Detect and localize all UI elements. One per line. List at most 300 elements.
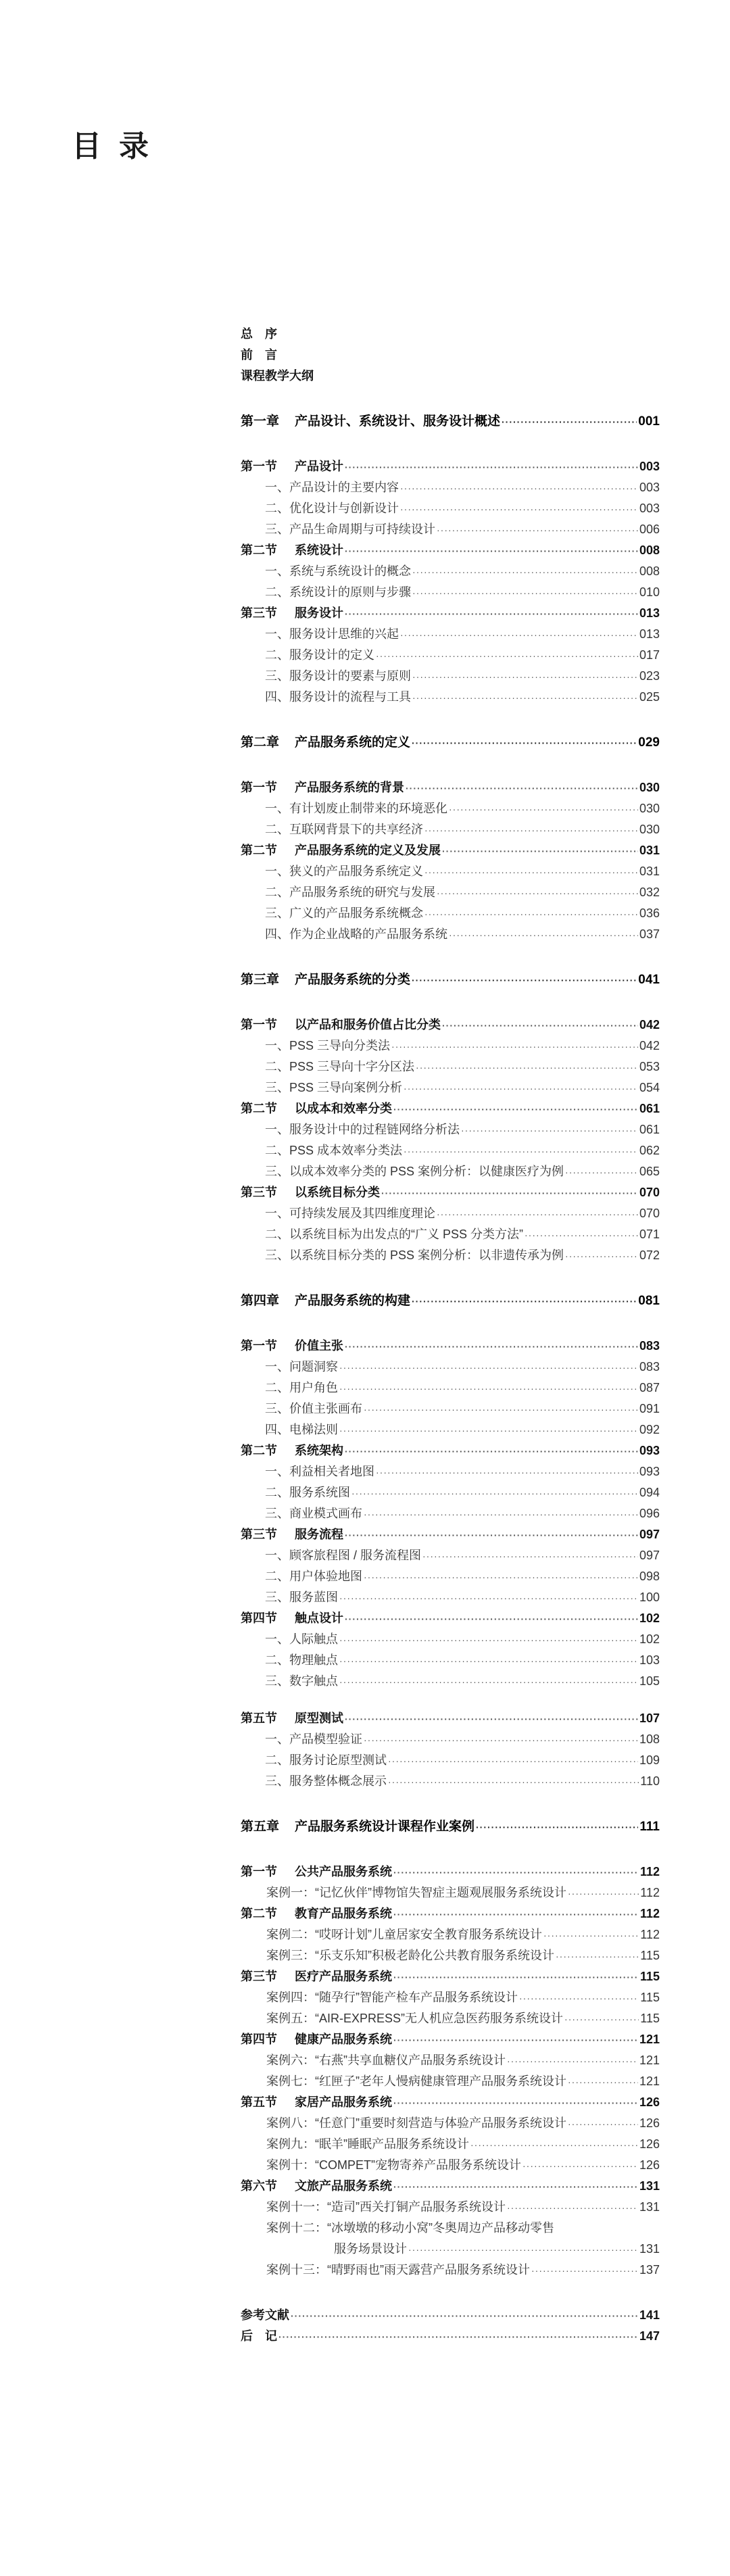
toc-section-label bbox=[241, 603, 343, 624]
toc-section-title: 产品设计 bbox=[295, 460, 343, 473]
leader-dots bbox=[565, 1246, 638, 1266]
toc-section-number: 第二节 bbox=[241, 543, 277, 557]
leader-dots bbox=[339, 1378, 638, 1399]
leader-dots bbox=[339, 1651, 638, 1671]
toc-section-label bbox=[241, 1336, 343, 1357]
toc-item-title: 三、服务整体概念展示 bbox=[265, 1774, 387, 1788]
leader-dots bbox=[412, 733, 637, 753]
toc-chapter-title: 产品服务系统设计课程作业案例 bbox=[295, 1820, 475, 1834]
toc-section-title: 以产品和服务价值占比分类 bbox=[295, 1018, 441, 1031]
toc-section[interactable] bbox=[241, 2029, 660, 2050]
toc-item-title: 三、价值主张画布 bbox=[265, 1402, 362, 1415]
toc-item[interactable] bbox=[241, 1650, 660, 1671]
toc-page-number: 098 bbox=[639, 1570, 660, 1583]
toc-section-label bbox=[241, 1903, 392, 1924]
toc-section[interactable] bbox=[241, 1708, 660, 1729]
toc-case-item[interactable] bbox=[241, 2008, 660, 2029]
leader-dots bbox=[364, 1504, 638, 1524]
toc-page-number: 008 bbox=[639, 543, 660, 557]
toc-item-title: 四、服务设计的流程与工具 bbox=[265, 690, 411, 704]
toc-item-title: 一、服务设计思维的兴起 bbox=[265, 627, 399, 641]
toc-item[interactable] bbox=[241, 1419, 660, 1440]
toc-chapter-title: 产品设计、系统设计、服务设计概述 bbox=[295, 414, 501, 429]
leader-dots bbox=[531, 2260, 638, 2281]
spacer bbox=[241, 990, 660, 1015]
toc-item[interactable] bbox=[241, 561, 660, 582]
toc-item[interactable] bbox=[241, 924, 660, 945]
toc-item[interactable] bbox=[241, 819, 660, 840]
toc-page-number: 105 bbox=[639, 1674, 660, 1688]
toc-section-number: 第一节 bbox=[241, 460, 277, 473]
toc-chapter-title: 产品服务系统的分类 bbox=[295, 973, 411, 987]
toc-item-title: 案例八：“任意门”重要时刻营造与体验产品服务系统设计 bbox=[266, 2116, 566, 2130]
toc-page-number: 100 bbox=[639, 1590, 660, 1604]
leader-dots bbox=[437, 1204, 638, 1224]
toc-section-title: 产品服务系统的定义及发展 bbox=[295, 844, 441, 857]
leader-dots bbox=[400, 499, 638, 519]
toc-section-label bbox=[241, 2029, 392, 2050]
toc-section[interactable] bbox=[241, 1608, 660, 1629]
toc-section-number: 第二节 bbox=[241, 844, 277, 857]
toc-chapter-number: 第二章 bbox=[241, 735, 280, 750]
leader-dots bbox=[507, 2197, 638, 2218]
spacer bbox=[241, 432, 660, 456]
toc-item-title: 案例十三：“晴野雨也”雨天露营产品服务系统设计 bbox=[266, 2263, 530, 2277]
toc-item-title: 二、优化设计与创新设计 bbox=[265, 502, 399, 515]
toc-item[interactable] bbox=[241, 1545, 660, 1566]
toc-section-title: 系统设计 bbox=[295, 543, 343, 557]
leader-dots bbox=[442, 841, 638, 861]
leader-dots bbox=[339, 1588, 638, 1608]
toc-section-number: 第四节 bbox=[241, 2033, 277, 2046]
toc-item[interactable] bbox=[241, 645, 660, 666]
toc-page-number: 003 bbox=[639, 460, 660, 473]
toc-item[interactable] bbox=[241, 477, 660, 498]
toc-section-number: 第三节 bbox=[241, 1186, 277, 1199]
toc-page-number: 131 bbox=[639, 2179, 660, 2193]
toc-chapter-number: 第三章 bbox=[241, 973, 280, 987]
leader-dots bbox=[291, 2306, 638, 2326]
toc-item[interactable] bbox=[241, 1140, 660, 1161]
leader-dots bbox=[400, 625, 638, 645]
toc-item-title: 案例三：“乐支乐知”积极老龄化公共教育服务系统设计 bbox=[266, 1949, 554, 1962]
toc-item[interactable] bbox=[241, 1750, 660, 1771]
toc-item-title: 案例五：“AIR-EXPRESS”无人机应急医药服务系统设计 bbox=[266, 2012, 564, 2025]
leader-dots bbox=[345, 1336, 638, 1357]
toc-section-label bbox=[241, 1015, 441, 1036]
toc-page-number: 083 bbox=[639, 1339, 660, 1353]
spacer bbox=[241, 1692, 660, 1700]
toc-chapter-label bbox=[241, 969, 410, 990]
toc-item[interactable] bbox=[241, 1461, 660, 1482]
toc-item[interactable] bbox=[241, 798, 660, 819]
toc-section-title: 产品服务系统的背景 bbox=[295, 781, 404, 794]
toc-item[interactable] bbox=[241, 1119, 660, 1140]
toc-case-item[interactable] bbox=[241, 2260, 660, 2281]
toc-section-title: 原型测试 bbox=[295, 1711, 343, 1725]
toc-item-title: 案例一：“记忆伙伴”博物馆失智症主题观展服务系统设计 bbox=[266, 1886, 566, 1899]
toc-case-item[interactable] bbox=[241, 2071, 660, 2092]
toc-section-label bbox=[241, 456, 343, 477]
toc-section-number: 第三节 bbox=[241, 1528, 277, 1541]
toc-section-label bbox=[241, 1966, 392, 1987]
toc-item[interactable] bbox=[241, 1378, 660, 1399]
toc-section-label bbox=[241, 1440, 343, 1461]
toc-item-title: 一、人际触点 bbox=[265, 1632, 338, 1646]
toc-page-number: 032 bbox=[639, 885, 660, 899]
toc-chapter[interactable] bbox=[241, 1290, 660, 1311]
toc-section[interactable] bbox=[241, 1966, 660, 1987]
toc-item[interactable] bbox=[241, 1771, 660, 1792]
leader-dots bbox=[345, 1709, 638, 1729]
toc-section[interactable] bbox=[241, 1903, 660, 1924]
leader-dots bbox=[339, 1630, 638, 1650]
toc-page-number: 030 bbox=[639, 781, 660, 794]
toc-item[interactable] bbox=[241, 1671, 660, 1692]
spacer bbox=[241, 1700, 660, 1708]
toc-item[interactable] bbox=[241, 498, 660, 519]
leader-dots bbox=[568, 2114, 638, 2134]
toc-item[interactable] bbox=[241, 1482, 660, 1503]
toc-item-title: 三、广义的产品服务系统概念 bbox=[265, 906, 423, 920]
spacer bbox=[241, 945, 660, 969]
toc-item[interactable] bbox=[241, 1566, 660, 1587]
toc-page-number: 031 bbox=[639, 865, 660, 878]
toc-page-number: 013 bbox=[639, 627, 660, 641]
toc-item[interactable] bbox=[241, 882, 660, 903]
toc-item[interactable] bbox=[241, 1357, 660, 1378]
toc-case-item[interactable] bbox=[241, 2155, 660, 2176]
toc-section-label bbox=[241, 1862, 392, 1882]
toc-item[interactable] bbox=[241, 1161, 660, 1182]
toc-item-title: 一、问题洞察 bbox=[265, 1360, 338, 1374]
toc-case-item[interactable] bbox=[241, 2218, 660, 2239]
toc-section-label bbox=[241, 1608, 343, 1629]
leader-dots bbox=[388, 1772, 639, 1792]
toc-item-title: 四、作为企业战略的产品服务系统 bbox=[265, 927, 447, 941]
toc-item-title: 三、产品生命周期与可持续设计 bbox=[265, 523, 435, 536]
toc-section-number: 第一节 bbox=[241, 1339, 277, 1353]
leader-dots bbox=[412, 1291, 637, 1311]
leader-dots bbox=[345, 457, 638, 477]
toc-item-title: 三、PSS 三导向案例分析 bbox=[265, 1081, 403, 1094]
leader-dots bbox=[364, 1730, 638, 1750]
toc-section-number: 第二节 bbox=[241, 1907, 277, 1920]
toc-page-number: 001 bbox=[638, 414, 660, 429]
toc-page-number: 112 bbox=[640, 1928, 660, 1941]
toc-section-title: 教育产品服务系统 bbox=[295, 1907, 392, 1920]
toc-chapter-label bbox=[241, 732, 410, 753]
toc-item-title: 一、狭义的产品服务系统定义 bbox=[265, 865, 423, 878]
leader-dots bbox=[404, 1141, 638, 1161]
toc-section[interactable] bbox=[241, 2092, 660, 2113]
toc-item-title: 案例四：“随孕行”智能产检车产品服务系统设计 bbox=[266, 1991, 518, 2004]
toc-page-number: 126 bbox=[639, 2137, 660, 2151]
toc-page-number: 131 bbox=[639, 2242, 660, 2256]
toc-section-title: 公共产品服务系统 bbox=[295, 1865, 392, 1878]
toc-item-title: 一、可持续发展及其四维度理论 bbox=[265, 1207, 435, 1220]
toc-page-number: 071 bbox=[639, 1228, 660, 1241]
leader-dots bbox=[412, 666, 638, 687]
toc-chapter-title: 产品服务系统的构建 bbox=[295, 1294, 411, 1308]
toc-page-number: 061 bbox=[639, 1102, 660, 1115]
toc-section-number: 第二节 bbox=[241, 1444, 277, 1457]
toc-page-number: 072 bbox=[639, 1248, 660, 1262]
spacer bbox=[241, 1792, 660, 1816]
toc-section-label bbox=[241, 540, 343, 561]
toc-page-number: 121 bbox=[639, 2053, 660, 2067]
toc-case-item-continued[interactable] bbox=[241, 2239, 660, 2260]
toc-item-title: 三、数字触点 bbox=[265, 1674, 338, 1688]
leader-dots bbox=[345, 1525, 638, 1545]
toc-item[interactable] bbox=[241, 666, 660, 687]
toc-page-number: 023 bbox=[639, 669, 660, 683]
toc-item-title: 一、顾客旅程图 / 服务流程图 bbox=[265, 1549, 422, 1562]
toc-page-number: 131 bbox=[639, 2200, 660, 2214]
leader-dots bbox=[519, 1988, 639, 2008]
toc-back-item[interactable] bbox=[241, 2326, 660, 2347]
toc-page-number: 097 bbox=[639, 1528, 660, 1541]
toc-section-label bbox=[241, 2176, 392, 2197]
leader-dots bbox=[345, 1609, 638, 1629]
toc-chapter[interactable] bbox=[241, 969, 660, 990]
toc-item-title: 案例十一：“造司”西关打铜产品服务系统设计 bbox=[266, 2200, 506, 2214]
toc-section[interactable] bbox=[241, 540, 660, 561]
toc-section-number: 第六节 bbox=[241, 2179, 277, 2193]
leader-dots bbox=[393, 1904, 639, 1924]
leader-dots bbox=[345, 541, 638, 561]
toc-item[interactable] bbox=[241, 903, 660, 924]
toc-item[interactable] bbox=[241, 1729, 660, 1750]
toc-item[interactable] bbox=[241, 1399, 660, 1419]
toc-page-number: 102 bbox=[639, 1611, 660, 1625]
spacer bbox=[241, 387, 660, 411]
toc-case-item[interactable] bbox=[241, 1924, 660, 1945]
toc-section[interactable] bbox=[241, 1524, 660, 1545]
leader-dots bbox=[449, 925, 638, 945]
toc-section[interactable] bbox=[241, 1182, 660, 1203]
toc-section-title: 以成本和效率分类 bbox=[295, 1102, 392, 1115]
toc-section-label bbox=[241, 777, 404, 798]
toc-page-number: 006 bbox=[639, 523, 660, 536]
toc-section-number: 第三节 bbox=[241, 606, 277, 620]
toc-page-number: 030 bbox=[639, 802, 660, 815]
toc-item[interactable] bbox=[241, 1224, 660, 1245]
toc-section[interactable] bbox=[241, 840, 660, 861]
toc-item[interactable] bbox=[241, 1245, 660, 1266]
toc-item-title: 一、产品模型验证 bbox=[265, 1732, 362, 1746]
leader-dots bbox=[351, 1483, 638, 1503]
toc-item[interactable] bbox=[241, 1056, 660, 1077]
toc-case-item[interactable] bbox=[241, 1987, 660, 2008]
toc-page-number: 053 bbox=[639, 1060, 660, 1073]
toc-front-label: 课程教学大纲 bbox=[241, 369, 314, 383]
toc-section-title: 系统架构 bbox=[295, 1444, 343, 1457]
toc-item[interactable] bbox=[241, 861, 660, 882]
toc-section[interactable] bbox=[241, 777, 660, 798]
leader-dots bbox=[381, 1183, 638, 1203]
leader-dots bbox=[422, 1546, 638, 1566]
spacer bbox=[241, 753, 660, 777]
toc-section-title: 医疗产品服务系统 bbox=[295, 1970, 392, 1983]
toc-item[interactable] bbox=[241, 687, 660, 708]
toc-item-title: 三、服务设计的要素与原则 bbox=[265, 669, 411, 683]
toc-section-number: 第五节 bbox=[241, 2095, 277, 2109]
leader-dots bbox=[565, 1162, 638, 1182]
toc-section-number: 第四节 bbox=[241, 1611, 277, 1625]
toc-chapter[interactable] bbox=[241, 732, 660, 753]
leader-dots bbox=[442, 1015, 638, 1036]
toc-item-title: 二、服务讨论原型测试 bbox=[265, 1753, 387, 1767]
toc-item-title: 二、PSS 三导向十字分区法 bbox=[265, 1060, 415, 1073]
toc-page-number: 147 bbox=[639, 2329, 660, 2343]
toc-item-title: 二、互联网背景下的共享经济 bbox=[265, 823, 423, 836]
toc-back-label: 参考文献 bbox=[241, 2308, 289, 2322]
leader-dots bbox=[391, 1036, 638, 1056]
toc-page-number: 070 bbox=[639, 1186, 660, 1199]
leader-dots bbox=[522, 2156, 638, 2176]
toc-section[interactable] bbox=[241, 1862, 660, 1882]
leader-dots bbox=[339, 1357, 638, 1378]
toc-item-title-cont: 服务场景设计 bbox=[334, 2242, 407, 2256]
toc-section-title: 健康产品服务系统 bbox=[295, 2033, 392, 2046]
toc-page-number: 031 bbox=[639, 844, 660, 857]
toc-page-number: 112 bbox=[639, 1865, 660, 1878]
leader-dots bbox=[437, 883, 638, 903]
toc-case-item[interactable] bbox=[241, 2113, 660, 2134]
toc-chapter[interactable] bbox=[241, 411, 660, 432]
toc-page-number: 126 bbox=[639, 2095, 660, 2109]
toc-section-label bbox=[241, 1524, 343, 1545]
toc-page-number: 030 bbox=[639, 823, 660, 836]
toc-item-title: 案例十：“COMPET”宠物寄养产品服务系统设计 bbox=[266, 2158, 521, 2172]
toc-page-number: 017 bbox=[639, 648, 660, 662]
toc-section[interactable] bbox=[241, 1098, 660, 1119]
toc-item-title: 二、服务系统图 bbox=[265, 1486, 350, 1499]
toc-item[interactable] bbox=[241, 1629, 660, 1650]
toc-section[interactable] bbox=[241, 1440, 660, 1461]
toc-page-number: 102 bbox=[639, 1632, 660, 1646]
toc-section-title: 以系统目标分类 bbox=[295, 1186, 380, 1199]
toc-item[interactable] bbox=[241, 1203, 660, 1224]
toc-section[interactable] bbox=[241, 456, 660, 477]
toc-item-title: 一、有计划废止制带来的环境恶化 bbox=[265, 802, 447, 815]
toc-item[interactable] bbox=[241, 1587, 660, 1608]
toc-section-number: 第一节 bbox=[241, 1018, 277, 1031]
toc-page-number: 097 bbox=[639, 1549, 660, 1562]
toc-page-number: 003 bbox=[639, 502, 660, 515]
toc-section[interactable] bbox=[241, 603, 660, 624]
toc-item-title: 案例九：“眠羊”睡眠产品服务系统设计 bbox=[266, 2137, 469, 2151]
page-title: 目录 bbox=[72, 129, 166, 164]
leader-dots bbox=[376, 1462, 638, 1482]
toc-front-item[interactable] bbox=[241, 366, 660, 387]
toc-page-number: 054 bbox=[639, 1081, 660, 1094]
toc-chapter-label bbox=[241, 411, 500, 432]
toc-page-number: 137 bbox=[639, 2263, 660, 2277]
toc-page-number: 115 bbox=[640, 2012, 660, 2025]
toc-section[interactable] bbox=[241, 1336, 660, 1357]
toc-page-number: 141 bbox=[639, 2308, 660, 2322]
toc-chapter-number: 第五章 bbox=[241, 1820, 280, 1834]
toc-item-title: 案例十二：“冰墩墩的移动小窝”冬奥周边产品移动零售 bbox=[266, 2221, 554, 2235]
leader-dots bbox=[416, 1057, 638, 1077]
leader-dots bbox=[278, 2327, 638, 2347]
leader-dots bbox=[345, 604, 638, 624]
toc-item[interactable] bbox=[241, 1036, 660, 1056]
toc-page-number: 008 bbox=[639, 564, 660, 578]
toc-page-number: 112 bbox=[640, 1886, 660, 1899]
toc-page-number: 081 bbox=[638, 1294, 660, 1308]
leader-dots bbox=[376, 646, 638, 666]
toc-chapter[interactable] bbox=[241, 1816, 660, 1837]
toc-chapter-title: 产品服务系统的定义 bbox=[295, 735, 411, 750]
leader-dots bbox=[388, 1751, 638, 1771]
toc-page-number: 115 bbox=[640, 1991, 660, 2004]
leader-dots bbox=[543, 1925, 639, 1945]
leader-dots bbox=[412, 687, 638, 708]
toc-page-number: 126 bbox=[639, 2158, 660, 2172]
toc-item-title: 二、用户角色 bbox=[265, 1381, 338, 1394]
toc-section[interactable] bbox=[241, 1015, 660, 1036]
toc-page-number: 107 bbox=[639, 1711, 660, 1725]
toc-page-number: 065 bbox=[639, 1165, 660, 1178]
toc-page-number: 083 bbox=[639, 1360, 660, 1374]
leader-dots bbox=[339, 1672, 638, 1692]
toc-page-number: 029 bbox=[638, 735, 660, 750]
toc-item-title: 二、PSS 成本效率分类法 bbox=[265, 1144, 403, 1157]
toc-chapter-label bbox=[241, 1816, 474, 1837]
toc-case-item[interactable] bbox=[241, 2197, 660, 2218]
toc-page-number: 093 bbox=[639, 1465, 660, 1478]
toc-item[interactable] bbox=[241, 1503, 660, 1524]
toc-case-item[interactable] bbox=[241, 1945, 660, 1966]
leader-dots bbox=[393, 2093, 638, 2113]
toc-item-title: 三、商业模式画布 bbox=[265, 1507, 362, 1520]
toc-item[interactable] bbox=[241, 582, 660, 603]
toc-page-number: 110 bbox=[640, 1774, 660, 1788]
leader-dots bbox=[424, 862, 638, 882]
toc-case-item[interactable] bbox=[241, 1882, 660, 1903]
leader-dots bbox=[424, 820, 638, 840]
toc-item-title: 三、以系统目标分类的 PSS 案例分析：以非遗传承为例 bbox=[265, 1248, 564, 1262]
toc-item[interactable] bbox=[241, 1077, 660, 1098]
toc-item[interactable] bbox=[241, 624, 660, 645]
toc-item-title: 一、系统与系统设计的概念 bbox=[265, 564, 411, 578]
leader-dots bbox=[393, 1967, 639, 1987]
toc-front-item[interactable] bbox=[241, 345, 660, 366]
toc-section-label bbox=[241, 1708, 343, 1729]
toc-case-item[interactable] bbox=[241, 2134, 660, 2155]
toc-chapter-label bbox=[241, 1290, 410, 1311]
leader-dots bbox=[406, 778, 638, 798]
toc-section-label bbox=[241, 840, 441, 861]
toc-case-item[interactable] bbox=[241, 2050, 660, 2071]
toc-page-number: 003 bbox=[639, 481, 660, 494]
toc-item-title: 二、用户体验地图 bbox=[265, 1570, 362, 1583]
toc-back-item[interactable] bbox=[241, 2305, 660, 2326]
leader-dots bbox=[556, 1946, 639, 1966]
toc-page-number: 042 bbox=[639, 1018, 660, 1031]
toc-page-number: 062 bbox=[639, 1144, 660, 1157]
toc-section[interactable] bbox=[241, 2176, 660, 2197]
toc-item-title: 二、服务设计的定义 bbox=[265, 648, 374, 662]
toc-page-number: 121 bbox=[639, 2074, 660, 2088]
toc-page-number: 115 bbox=[639, 1970, 660, 1983]
toc-item[interactable] bbox=[241, 519, 660, 540]
toc-front-item[interactable] bbox=[241, 324, 660, 345]
toc-item-title: 二、以系统目标为出发点的“广义 PSS 分类方法” bbox=[265, 1228, 524, 1241]
